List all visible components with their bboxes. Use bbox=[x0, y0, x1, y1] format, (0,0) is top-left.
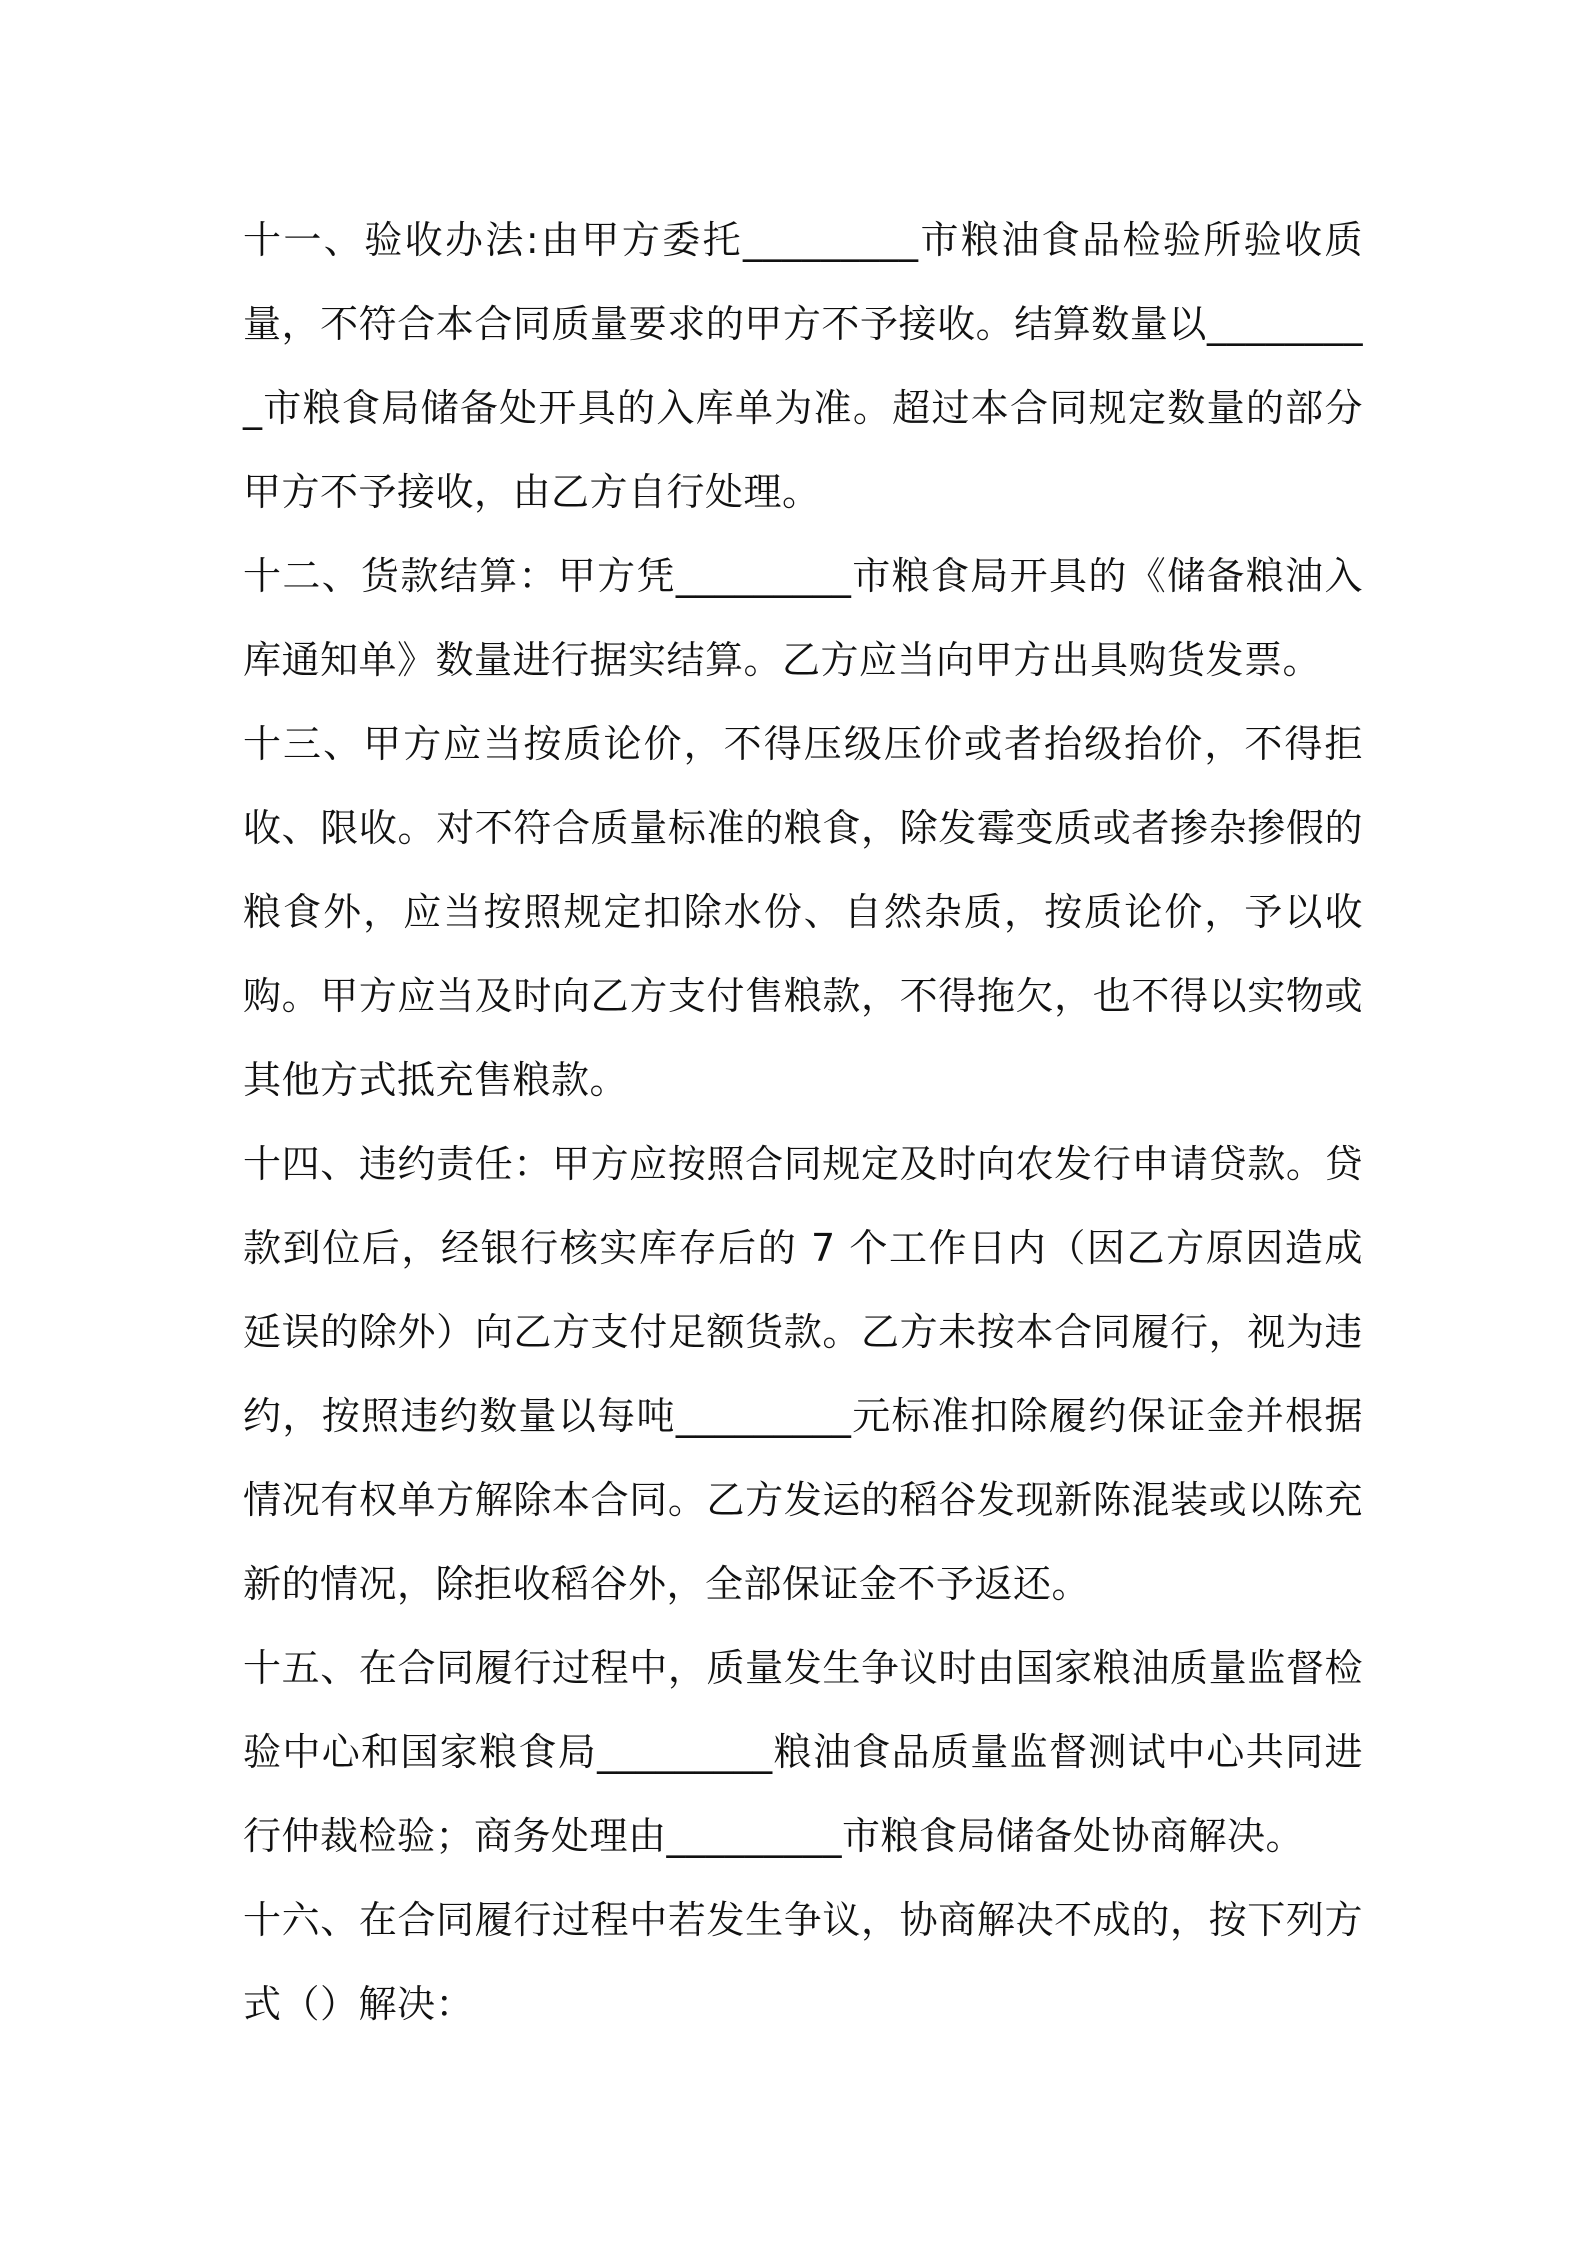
document-page bbox=[243, 198, 1363, 2046]
clause-16-paragraph: 十六、在合同履行过程中若发生争议，协商解决不成的，按下列方式（）解决： bbox=[243, 1898, 1363, 2026]
clause-11-paragraph: 十一、验收办法:由甲方委托_________市粮油食品检验所验收质量，不符合本合同质量要求的甲方不予接收。结算数量以_________市粮食局储备处开具的入库单为准。超过本合同规定数量的部分甲方不予接收，由乙方自行处理。 bbox=[243, 218, 1363, 514]
clause-15-paragraph: 十五、在合同履行过程中，质量发生争议时由国家粮油质量监督检验中心和国家粮食局_________粮油食品质量监督测试中心共同进行仲裁检验；商务处理由_________市粮食局储备处协商解决。 bbox=[243, 1646, 1363, 1858]
clause-14-paragraph: 十四、违约责任：甲方应按照合同规定及时向农发行申请贷款。贷款到位后，经银行核实库存后的 7 个工作日内（因乙方原因造成延误的除外）向乙方支付足额货款。乙方未按本合同履行，视为违约，按照违约数量以每吨_________元标准扣除履约保证金并根据情况有权单方解除本合同。乙方发运的稻谷发现新陈混装或以陈充新的情况，除拒收稻谷外，全部保证金不予返还。 bbox=[243, 1142, 1363, 1606]
clause-13-paragraph: 十三、甲方应当按质论价，不得压级压价或者抬级抬价，不得拒收、限收。对不符合质量标准的粮食，除发霉变质或者掺杂掺假的粮食外，应当按照规定扣除水份、自然杂质，按质论价，予以收购。甲方应当及时向乙方支付售粮款，不得拖欠，也不得以实物或其他方式抵充售粮款。 bbox=[243, 722, 1363, 1102]
clause-12-paragraph: 十二、货款结算：甲方凭_________市粮食局开具的《储备粮油入库通知单》数量进行据实结算。乙方应当向甲方出具购货发票。 bbox=[243, 554, 1363, 682]
